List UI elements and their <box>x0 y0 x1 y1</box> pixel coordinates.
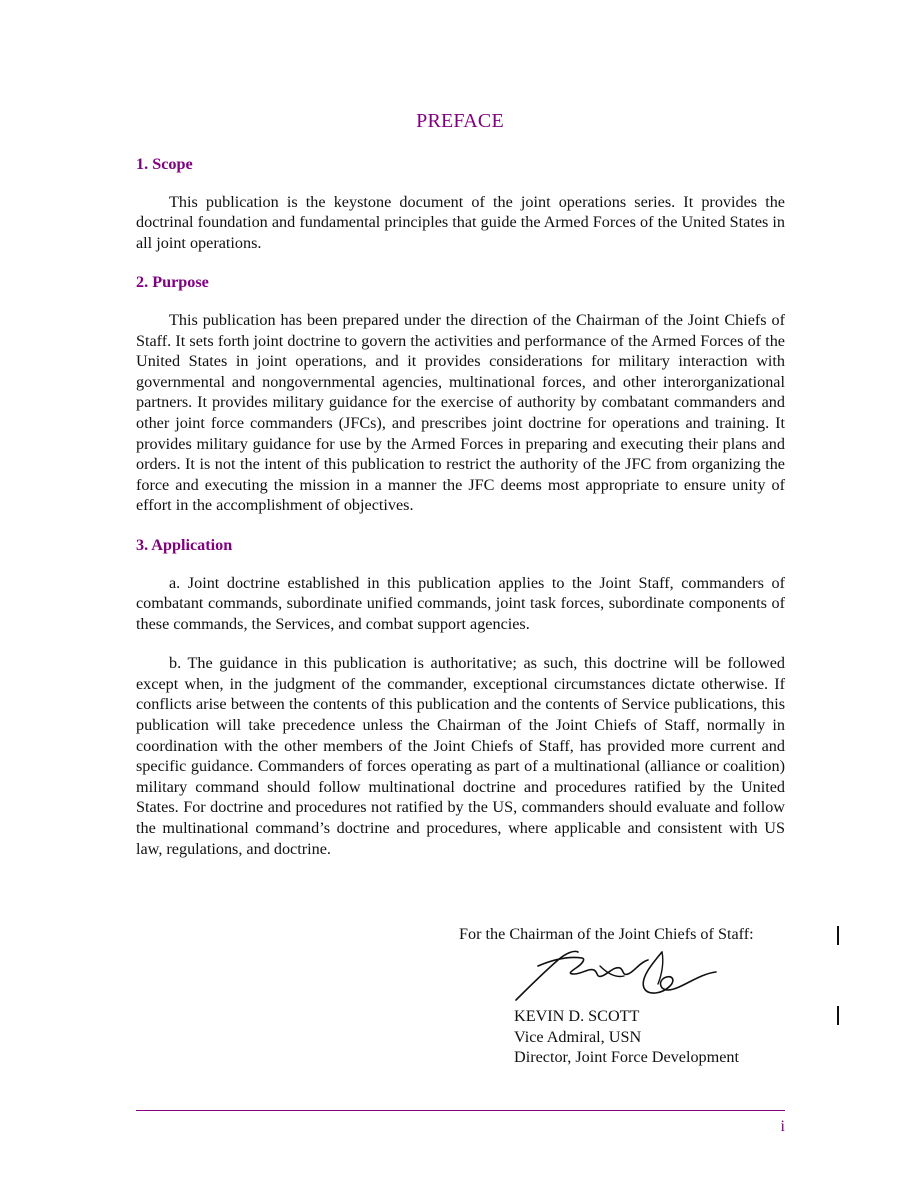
signer-block <box>514 1006 739 1068</box>
scope-paragraph: This publication is the keystone document of the joint operations series. It provides the doctrinal foundation and fundamental principles that guide the Armed Forces of the United States in all joint operations. <box>136 192 785 252</box>
section-heading-application: 3. Application <box>136 535 233 554</box>
page-title: PREFACE <box>416 110 504 132</box>
section-heading-scope: 1. Scope <box>136 155 193 173</box>
signer-name: KEVIN D. SCOTT <box>514 1007 640 1025</box>
signer-rank: Vice Admiral, USN <box>514 1027 642 1046</box>
handwritten-signature <box>512 944 722 1004</box>
signer-position: Director, Joint Force Development <box>514 1048 740 1067</box>
application-paragraph-a: a. Joint doctrine established in this publication applies to the Joint Staff, commanders of combatant commands, subordinate unified commands, joint task forces, subordinate components of these commands, the Services, and combat support agencies. <box>136 573 785 633</box>
change-bar-bottom <box>837 1006 839 1025</box>
application-paragraph-b: b. The guidance in this publication is authoritative; as such, this doctrine will be followed except when, in the judgment of the commander, exceptional circumstances dictate otherwise. If conflicts arise between the contents of this publication and the contents of Service publications, this publication will take precedence unless the Chairman of the Joint Chiefs of Staff, normally in coordination with the other members of the Joint Chiefs of Staff, has provided more current and specific guidance. Commanders of forces operating as part of a multinational (alliance or coalition) military command should follow multinational doctrine and procedures ratified by the United States. For doctrine and procedures not ratified by the US, commanders should evaluate and follow the multinational command’s doctrine and procedures, where applicable and consistent with US law, regulations, and doctrine. <box>136 654 785 858</box>
signature-intro: For the Chairman of the Joint Chiefs of Staff: <box>459 925 754 943</box>
page-number: i <box>780 1118 785 1135</box>
purpose-paragraph: This publication has been prepared under the direction of the Chairman of the Joint Chiefs of Staff. It sets forth joint doctrine to govern the activities and performance of the Armed Forces of the United States in joint operations, and it provides considerations for military interaction with governmental and nongovernmental agencies, multinational forces, and other interorganizational partners. It provides military guidance for the exercise of authority by combatant commanders and other joint force commanders (JFCs), and prescribes joint doctrine for operations and training. It provides military guidance for use by the Armed Forces in preparing and executing their plans and orders. It is not the intent of this publication to restrict the authority of the JFC from organizing the force and executing the mission in a manner the JFC deems most appropriate to ensure unity of effort in the accomplishment of objectives. <box>136 310 785 515</box>
document-body <box>136 154 785 878</box>
footer-rule <box>136 1110 785 1111</box>
change-bar-top <box>837 926 839 945</box>
section-heading-purpose: 2. Purpose <box>136 273 209 292</box>
